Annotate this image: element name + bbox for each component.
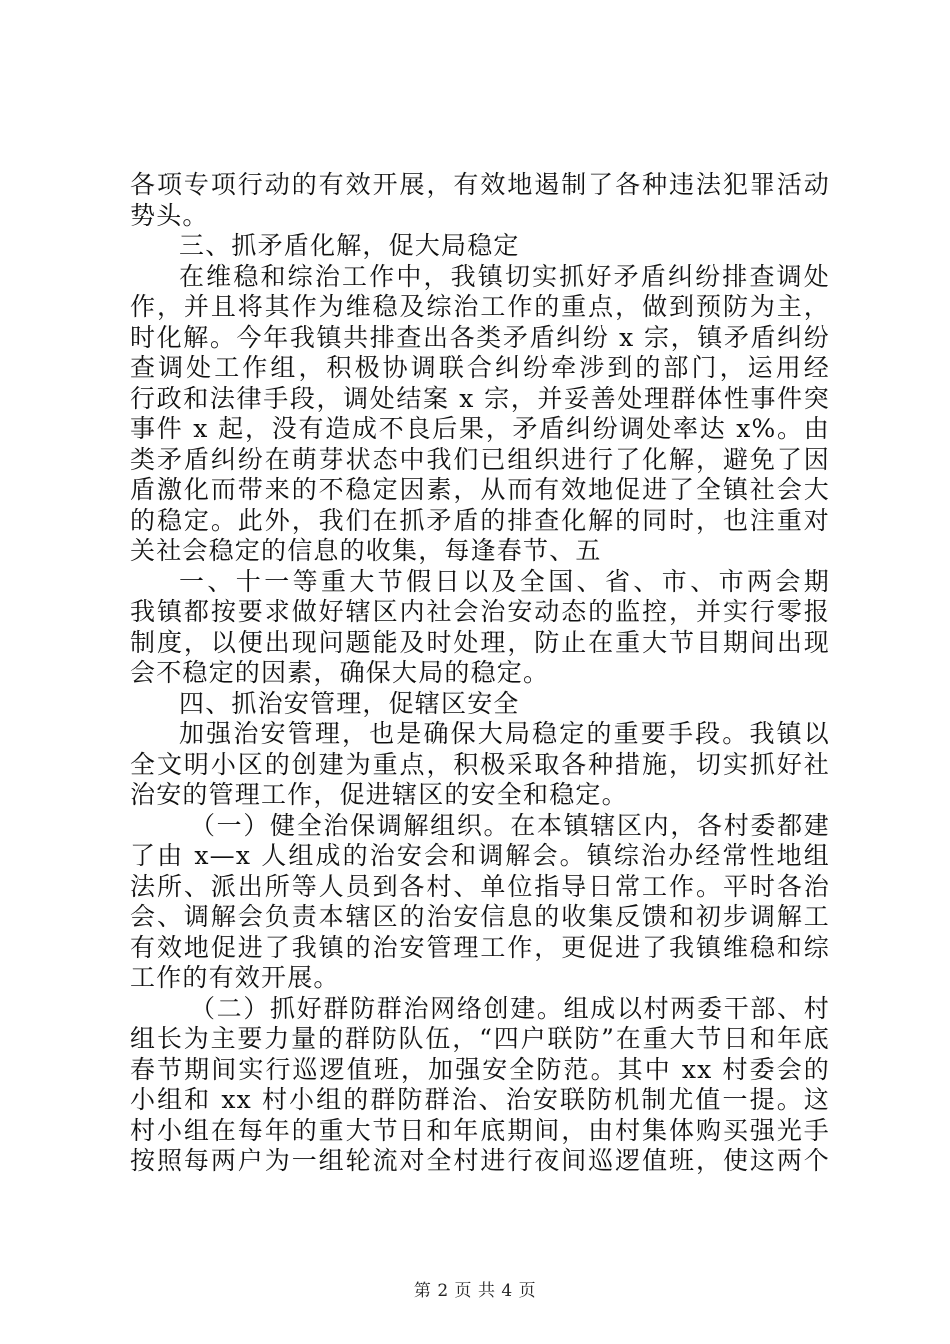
section-heading: 四、抓治安管理，促辖区安全 [179,688,520,718]
body-line: 一、十一等重大节假日以及全国、省、市、市两会期 [179,566,830,596]
body-line: 加强治安管理，也是确保大局稳定的重要手段。我镇以 [179,719,830,748]
body-line: 组长为主要力量的群防队伍，“四户联防”在重大节日和年底 [130,1024,830,1053]
body-line: 治安的管理工作，促进辖区的安全和稳定。 [130,780,628,809]
subsection-line: （二）抓好群防群治网络创建。组成以村两委干部、村 [190,993,830,1023]
body-line: 会、调解会负责本辖区的治安信息的收集反馈和初步调解工 [130,902,830,931]
body-line: 春节期间实行巡逻值班，加强安全防范。其中 xx 村委会的 [130,1054,830,1084]
section-heading: 三、抓矛盾化解，促大局稳定 [179,231,520,260]
body-line: 小组和 xx 村小组的群防群治、治安联防机制尤值一提。这 [130,1085,830,1114]
body-line: 事件 x 起，没有造成不良后果，矛盾纠纷调处率达 x%。由 [130,414,830,443]
body-line: 作，并且将其作为维稳及综治工作的重点，做到预防为主， [130,292,830,321]
body-line: 势头。 [130,200,209,230]
body-line: 我镇都按要求做好辖区内社会治安动态的监控，并实行零报 [130,597,830,626]
body-line: 村小组在每年的重大节日和年底期间，由村集体购买强光手 [130,1115,830,1145]
body-line: 会不稳定的因素，确保大局的稳定。 [130,658,550,687]
body-line: 工作的有效开展。 [130,963,340,992]
body-line: 按照每两户为一组轮流对全村进行夜间巡逻值班，使这两个 [130,1146,830,1175]
body-line: 时化解。今年我镇共排查出各类矛盾纠纷 x 宗，镇矛盾纠纷 [130,322,830,352]
body-line: 各项专项行动的有效开展，有效地遏制了各种违法犯罪活动 [130,170,830,199]
body-line: 类矛盾纠纷在萌芽状态中我们已组织进行了化解，避免了因 [130,444,830,474]
page-footer: 第 2 页 共 4 页 [413,1281,537,1301]
body-line: 查调处工作组，积极协调联合纠纷牵涉到的部门，运用经 [130,353,830,382]
body-line: 的稳定。此外，我们在抓矛盾的排查化解的同时，也注重对 [130,505,830,535]
subsection-line: （一）健全治保调解组织。在本镇辖区内，各村委都建 [190,810,830,840]
body-line: 了由 x—x 人组成的治安会和调解会。镇综治办经常性地组 [130,841,830,870]
body-line: 法所、派出所等人员到各村、单位指导日常工作。平时各治 [130,871,830,901]
body-line: 制度，以便出现问题能及时处理，防止在重大节目期间出现 [130,627,830,657]
body-line: 在维稳和综治工作中，我镇切实抓好矛盾纠纷排查调处 [179,261,830,291]
body-line: 关社会稳定的信息的收集，每逢春节、五 [130,536,602,565]
body-line: 行政和法律手段，调处结案 x 宗，并妥善处理群体性事件突 [130,383,830,413]
body-line: 盾激化而带来的不稳定因素，从而有效地促进了全镇社会大 [130,475,830,504]
body-line: 全文明小区的创建为重点，积极采取各种措施，切实抓好社 [130,749,830,779]
body-line: 有效地促进了我镇的治安管理工作，更促进了我镇维稳和综 [130,932,830,962]
document-body [130,170,830,1177]
